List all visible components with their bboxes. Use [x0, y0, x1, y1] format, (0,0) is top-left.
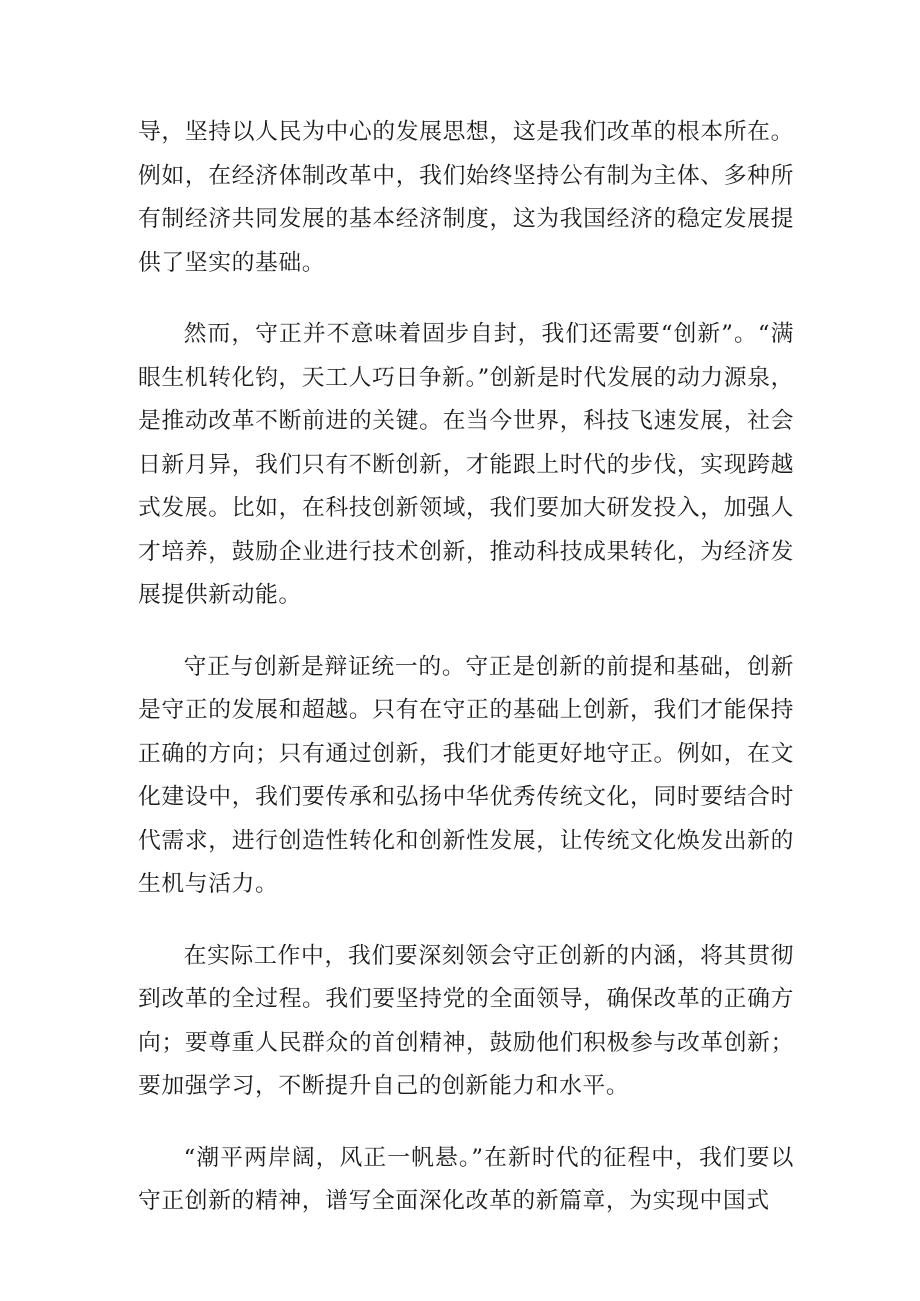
document-body — [138, 111, 794, 1252]
paragraph-3: 守正与创新是辩证统一的。守正是创新的前提和基础，创新是守正的发展和超越。只有在守正的基础上创新，我们才能保持正确的方向；只有通过创新，我们才能更好地守正。例如，在文化建设中，我们要传承和弘扬中华优秀传统文化，同时要结合时代需求，进行创造性转化和创新性发展，让传统文化焕发出新的生机与活力。 — [138, 653, 794, 897]
paragraph-1: 导，坚持以人民为中心的发展思想，这是我们改革的根本所在。例如，在经济体制改革中，我们始终坚持公有制为主体、多种所有制经济共同发展的基本经济制度，这为我国经济的稳定发展提供了坚实的基础。 — [138, 119, 794, 276]
paragraph-5: “潮平两岸阔，风正一帆悬。”在新时代的征程中，我们要以守正创新的精神，谱写全面深化改革的新篇章，为实现中国式 — [138, 1144, 794, 1214]
paragraph-4: 在实际工作中，我们要深刻领会守正创新的内涵，将其贯彻到改革的全过程。我们要坚持党的全面领导，确保改革的正确方向；要尊重人民群众的首创精神，鼓励他们积极参与改革创新；要加强学习，不断提升自己的创新能力和水平。 — [138, 942, 794, 1099]
paragraph-2: 然而，守正并不意味着固步自封，我们还需要“创新”。“满眼生机转化钧，天工人巧日争新。”创新是时代发展的动力源泉，是推动改革不断前进的关键。在当今世界，科技飞速发展，社会日新月异，我们只有不断创新，才能跟上时代的步伐，实现跨越式发展。比如，在科技创新领域，我们要加大研发投入，加强人才培养，鼓励企业进行技术创新，推动科技成果转化，为经济发展提供新动能。 — [138, 321, 794, 608]
